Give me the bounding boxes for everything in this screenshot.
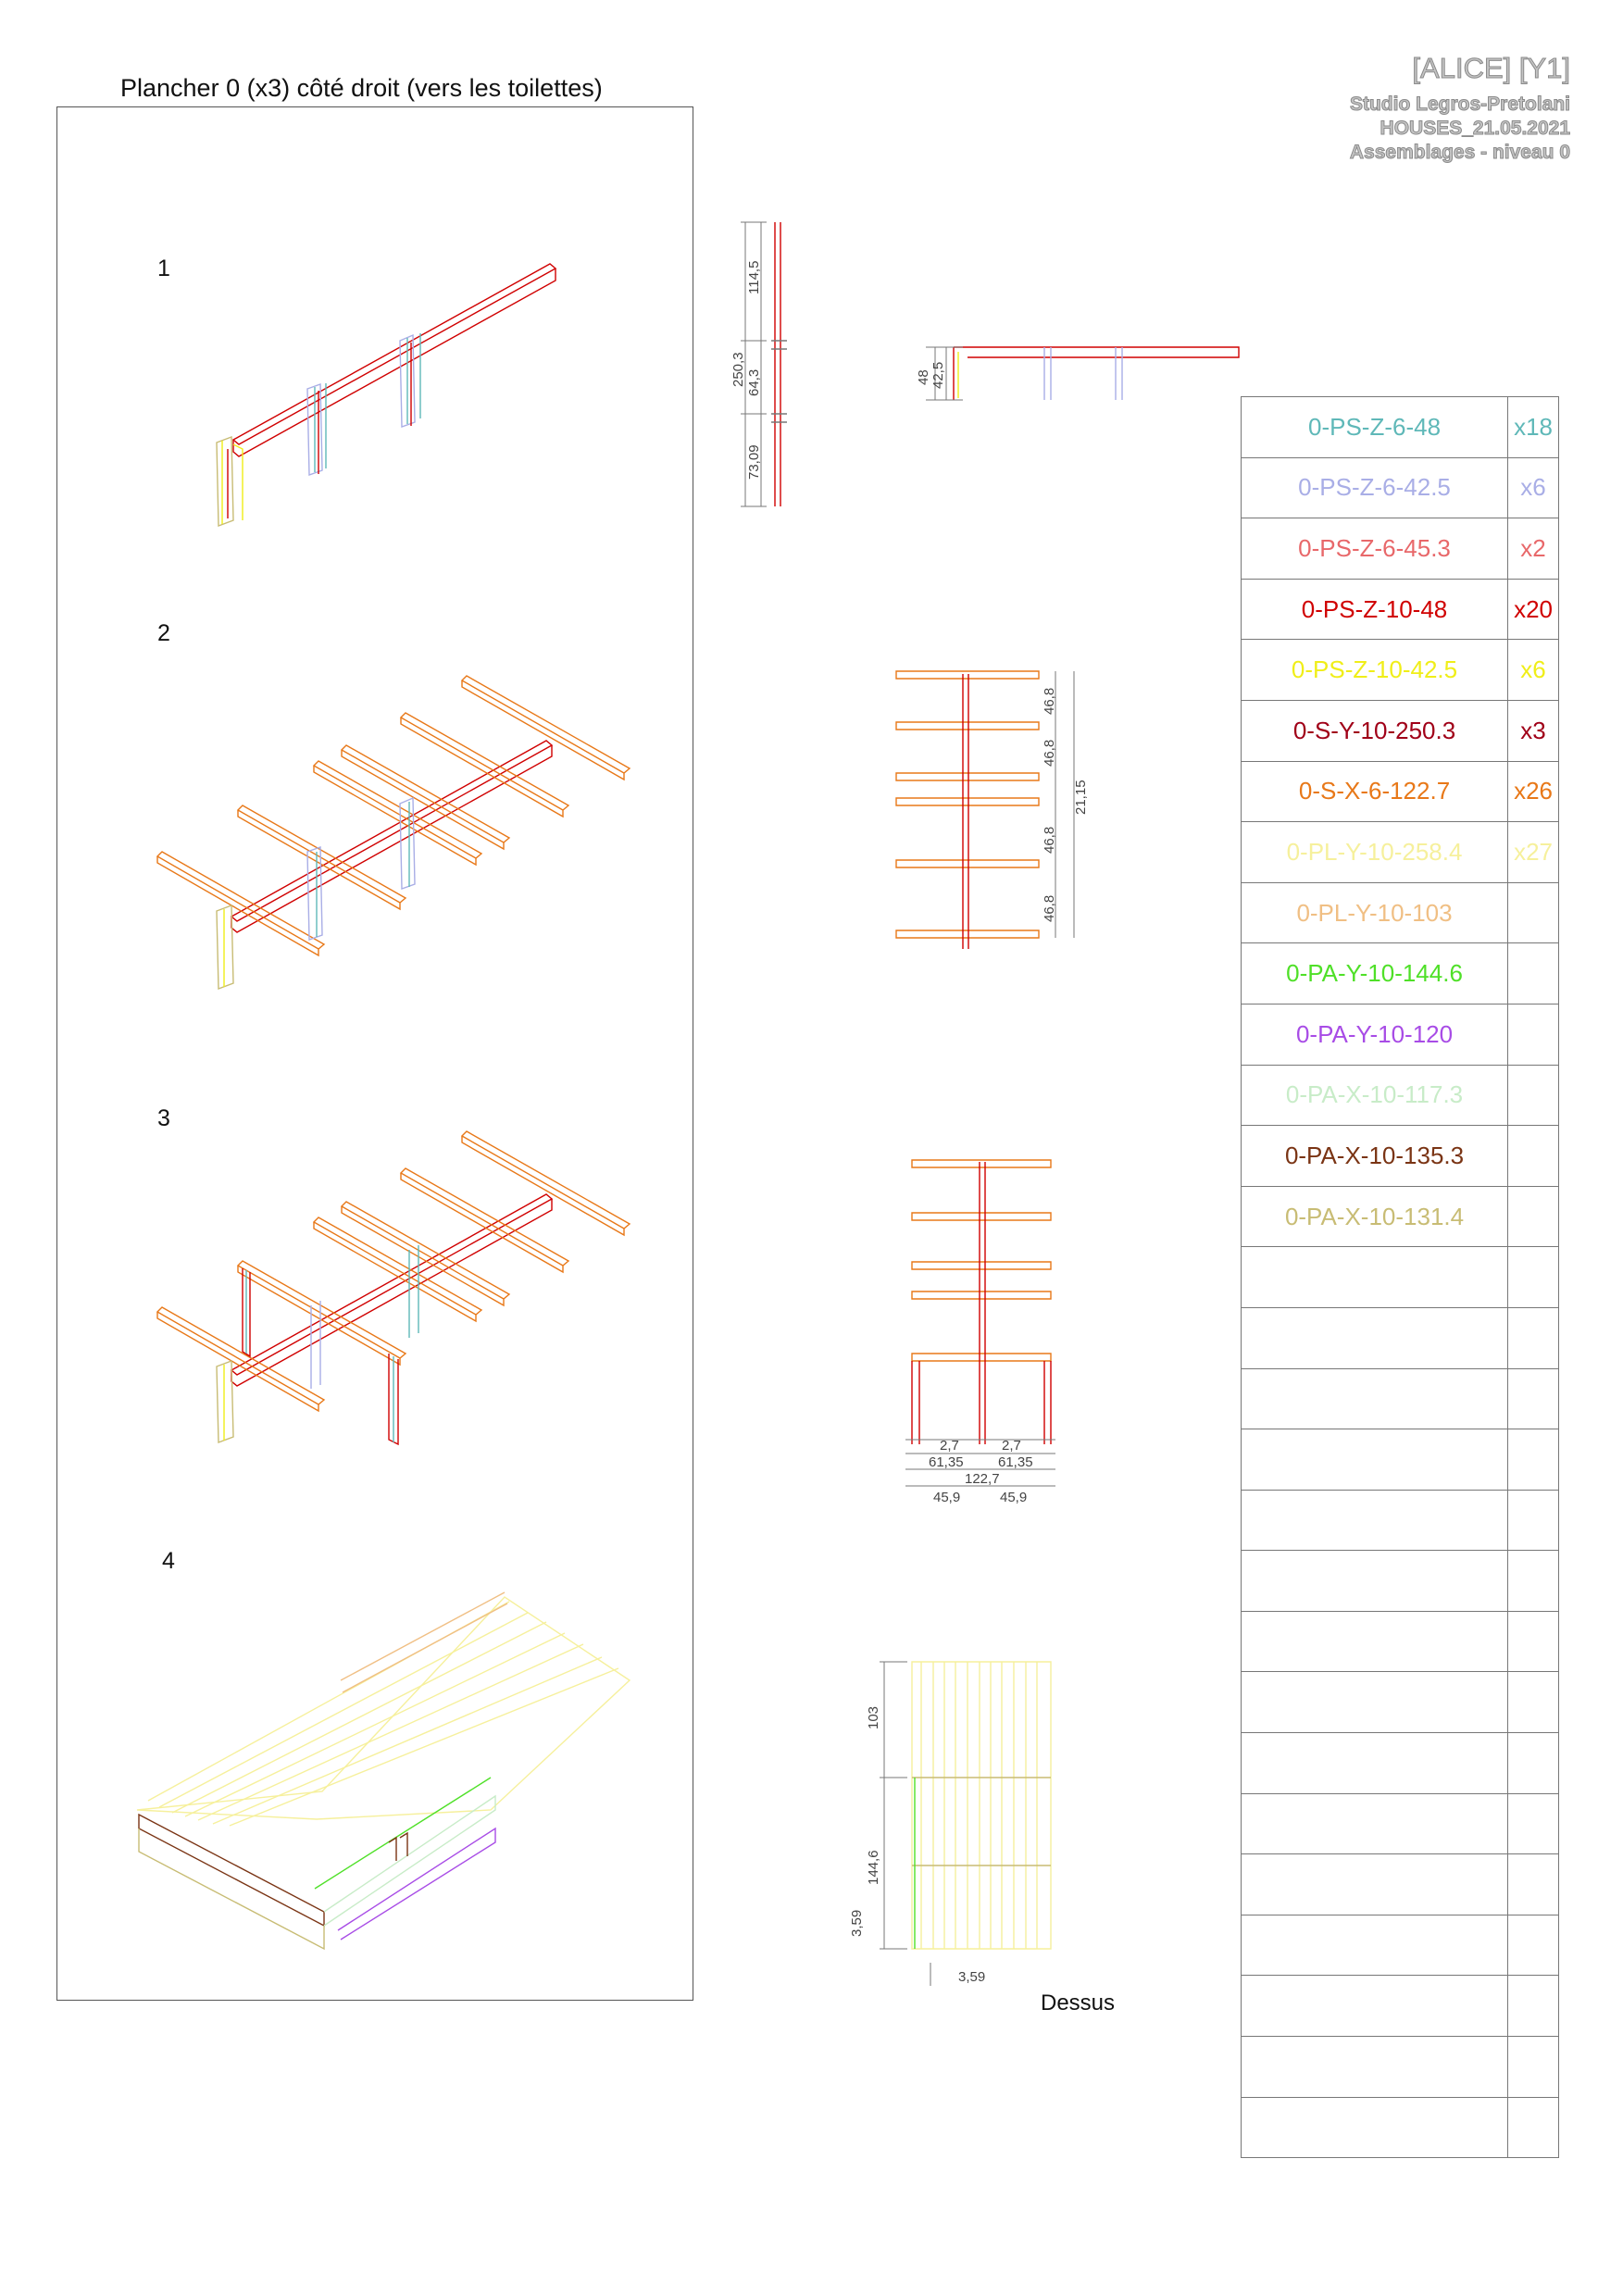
sheet-name: Assemblages - niveau 0 — [1349, 142, 1570, 163]
project-id: HOUSES_21.05.2021 — [1380, 118, 1570, 139]
part-quantity — [1508, 882, 1559, 943]
dim-side-b: 64,3 — [746, 368, 762, 396]
part-code: 0-PS-Z-6-42.5 — [1242, 457, 1508, 518]
part-code — [1242, 2097, 1508, 2158]
part-quantity: x18 — [1508, 397, 1559, 458]
parts-row — [1242, 1672, 1559, 1733]
part-code: 0-PA-Y-10-120 — [1242, 1004, 1508, 1065]
step3-iso-drawing — [157, 1131, 630, 1444]
parts-row — [1242, 397, 1559, 458]
part-code: 0-S-X-6-122.7 — [1242, 761, 1508, 822]
part-code — [1242, 1611, 1508, 1672]
part-quantity — [1508, 1976, 1559, 2037]
parts-row — [1242, 2097, 1559, 2158]
part-quantity — [1508, 1065, 1559, 1126]
part-quantity — [1508, 1126, 1559, 1187]
part-quantity — [1508, 1611, 1559, 1672]
part-quantity: x27 — [1508, 822, 1559, 883]
part-quantity — [1508, 1490, 1559, 1551]
part-code: 0-PA-X-10-131.4 — [1242, 1186, 1508, 1247]
dim-s3-g: 45,9 — [1000, 1490, 1028, 1505]
project-tag: [ALICE] [Y1] — [1412, 52, 1570, 84]
part-quantity: x2 — [1508, 518, 1559, 580]
part-code: 0-PL-Y-10-258.4 — [1242, 822, 1508, 883]
dimension-labels — [730, 261, 1089, 1985]
parts-row — [1242, 1429, 1559, 1491]
dim-s3-b: 2,7 — [1002, 1438, 1021, 1454]
part-code — [1242, 1915, 1508, 1976]
part-quantity: x6 — [1508, 640, 1559, 701]
dim-s2-a: 46,8 — [1042, 687, 1057, 715]
parts-row — [1242, 1368, 1559, 1429]
part-quantity — [1508, 2037, 1559, 2098]
step2-iso-drawing — [157, 676, 630, 989]
parts-row — [1242, 1126, 1559, 1187]
part-code: 0-S-Y-10-250.3 — [1242, 700, 1508, 761]
step-number-4: 4 — [162, 1548, 175, 1574]
part-quantity — [1508, 1915, 1559, 1976]
parts-row — [1242, 761, 1559, 822]
parts-row — [1242, 1247, 1559, 1308]
parts-table — [1241, 396, 1559, 2158]
parts-row — [1242, 1490, 1559, 1551]
part-quantity — [1508, 1429, 1559, 1491]
parts-row — [1242, 1733, 1559, 1794]
parts-row — [1242, 1004, 1559, 1065]
dim-s4-b: 144,6 — [866, 1850, 881, 1885]
dim-end-inner: 42,5 — [930, 361, 946, 389]
part-quantity: x20 — [1508, 579, 1559, 640]
parts-row — [1242, 1551, 1559, 1612]
dim-s3-f: 45,9 — [933, 1490, 961, 1505]
part-quantity — [1508, 1004, 1559, 1065]
part-code — [1242, 1307, 1508, 1368]
part-code — [1242, 1429, 1508, 1491]
parts-row — [1242, 1186, 1559, 1247]
part-quantity — [1508, 1551, 1559, 1612]
part-quantity — [1508, 1733, 1559, 1794]
part-code — [1242, 1854, 1508, 1915]
end-view — [926, 347, 1239, 400]
part-quantity — [1508, 1368, 1559, 1429]
parts-row — [1242, 1976, 1559, 2037]
part-code: 0-PA-Y-10-144.6 — [1242, 943, 1508, 1004]
parts-row — [1242, 457, 1559, 518]
studio-name: Studio Legros-Pretolani — [1349, 94, 1570, 115]
part-code — [1242, 1733, 1508, 1794]
dim-s4-d: 3,59 — [958, 1969, 986, 1985]
part-code: 0-PS-Z-10-48 — [1242, 579, 1508, 640]
part-code: 0-PS-Z-6-48 — [1242, 397, 1508, 458]
dim-s2-c: 46,8 — [1042, 826, 1057, 854]
part-quantity — [1508, 943, 1559, 1004]
parts-row — [1242, 579, 1559, 640]
parts-row — [1242, 700, 1559, 761]
step-number-2: 2 — [157, 620, 170, 646]
parts-row — [1242, 943, 1559, 1004]
part-code: 0-PS-Z-10-42.5 — [1242, 640, 1508, 701]
part-quantity — [1508, 2097, 1559, 2158]
part-code — [1242, 1490, 1508, 1551]
part-code — [1242, 1247, 1508, 1308]
step-number-3: 3 — [157, 1105, 170, 1131]
part-quantity: x26 — [1508, 761, 1559, 822]
dim-side-c: 73,09 — [746, 444, 762, 480]
part-code — [1242, 2037, 1508, 2098]
part-quantity — [1508, 1854, 1559, 1915]
part-code — [1242, 1551, 1508, 1612]
dim-s3-d: 61,35 — [998, 1454, 1033, 1470]
parts-row — [1242, 882, 1559, 943]
parts-row — [1242, 2037, 1559, 2098]
parts-row — [1242, 822, 1559, 883]
step-number-1: 1 — [157, 256, 170, 281]
part-code — [1242, 1976, 1508, 2037]
dim-end-outer: 48 — [916, 369, 931, 385]
parts-row — [1242, 1854, 1559, 1915]
parts-row — [1242, 1915, 1559, 1976]
step4-iso-drawing — [137, 1592, 630, 1949]
parts-row — [1242, 640, 1559, 701]
part-quantity — [1508, 1672, 1559, 1733]
dim-s2-d: 46,8 — [1042, 894, 1057, 922]
step3-plan — [905, 1160, 1055, 1486]
part-quantity — [1508, 1186, 1559, 1247]
part-code: 0-PS-Z-6-45.3 — [1242, 518, 1508, 580]
parts-row — [1242, 1307, 1559, 1368]
step4-plan — [880, 1662, 1051, 1986]
part-quantity: x6 — [1508, 457, 1559, 518]
parts-row — [1242, 1065, 1559, 1126]
part-quantity — [1508, 1247, 1559, 1308]
part-code — [1242, 1368, 1508, 1429]
dim-side-total: 250,3 — [730, 352, 746, 387]
parts-row — [1242, 1611, 1559, 1672]
part-code — [1242, 1672, 1508, 1733]
top-view-label: Dessus — [1041, 1990, 1116, 2015]
dim-s4-a: 103 — [866, 1705, 881, 1729]
dim-s3-c: 61,35 — [929, 1454, 964, 1470]
sheet-title: Plancher 0 (x3) côté droit (vers les toilettes) — [120, 74, 603, 102]
parts-row — [1242, 518, 1559, 580]
part-code: 0-PL-Y-10-103 — [1242, 882, 1508, 943]
dim-s3-e: 122,7 — [965, 1471, 1000, 1487]
dim-s2-e: 21,15 — [1073, 780, 1089, 815]
dim-s4-c: 3,59 — [849, 1909, 865, 1937]
step1-iso-drawing — [217, 264, 556, 526]
dim-s2-b: 46,8 — [1042, 739, 1057, 767]
part-code: 0-PA-X-10-135.3 — [1242, 1126, 1508, 1187]
part-code — [1242, 1793, 1508, 1854]
part-quantity: x3 — [1508, 700, 1559, 761]
dim-side-a: 114,5 — [746, 260, 762, 294]
part-quantity — [1508, 1307, 1559, 1368]
part-code: 0-PA-X-10-117.3 — [1242, 1065, 1508, 1126]
dim-s3-a: 2,7 — [940, 1438, 959, 1454]
parts-row — [1242, 1793, 1559, 1854]
part-quantity — [1508, 1793, 1559, 1854]
